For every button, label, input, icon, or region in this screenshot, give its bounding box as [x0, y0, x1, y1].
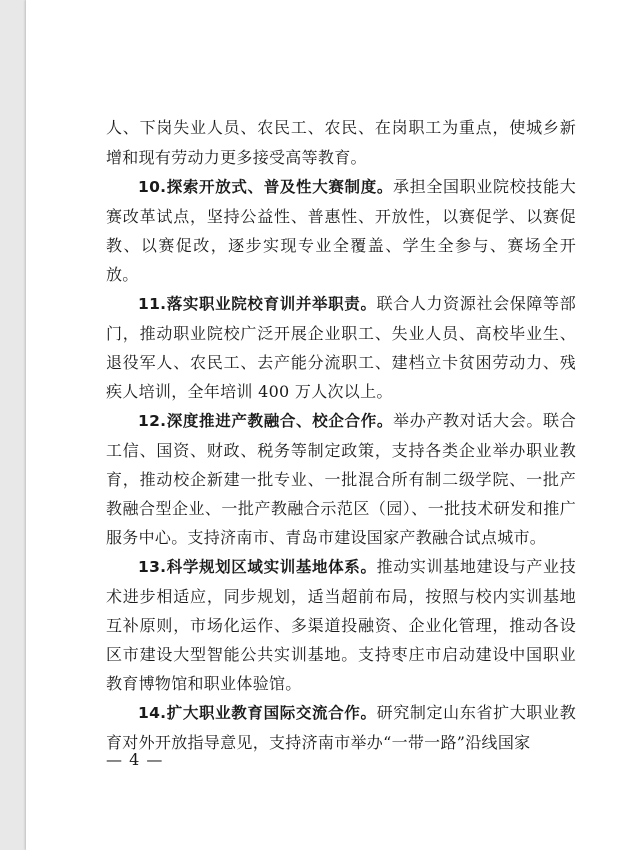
- document-page: [26, 0, 630, 850]
- paragraph-heading: 11.落实职业院校育训并举职责。: [138, 295, 377, 313]
- paragraph-item-12: [106, 406, 576, 552]
- page-number: — 4 —: [106, 750, 164, 769]
- paragraph-continuation: [106, 113, 576, 172]
- paragraph-text: 推动实训基地建设与产业技术进步相适应，同步规划，适当超前布局，按照与校内实训基地互补原则，市场化运作、多渠道投融资、企业化管理，推动各设区市建设大型智能公共实训基地。支持枣庄市启动建设中国职业教育博物馆和职业体验馆。: [106, 557, 576, 693]
- paragraph-heading: 12.深度推进产教融合、校企合作。: [138, 412, 394, 430]
- paragraph-text: 举办产教对话大会。联合工信、国资、财政、税务等制定政策，支持各类企业举办职业教育，推动校企新建一批专业、一批混合所有制二级学院、一批产教融合型企业、一批产教融合示范区（园）、一批技术研发和推广服务中心。支持济南市、青岛市建设国家产教融合试点城市。: [106, 411, 576, 547]
- paragraph-text: 研究制定山东省扩大职业教育对外开放指导意见，支持济南市举办“一带一路”沿线国家: [106, 703, 576, 752]
- paragraph-heading: 14.扩大职业教育国际交流合作。: [138, 704, 377, 722]
- paragraph-heading: 13.科学规划区域实训基地体系。: [138, 558, 377, 576]
- paragraph-text: 承担全国职业院校技能大赛改革试点，坚持公益性、普惠性、开放性，以赛促学、以赛促教、以赛促改，逐步实现专业全覆盖、学生全参与、赛场全开放。: [106, 177, 576, 284]
- paragraph-item-14: [106, 698, 576, 757]
- paragraph-text: 联合人力资源社会保障等部门，推动职业院校广泛开展企业职工、失业人员、高校毕业生、退役军人、农民工、去产能分流职工、建档立卡贫困劳动力、残疾人培训，全年培训 400 万人次以上。: [106, 294, 576, 401]
- paragraph-heading: 10.探索开放式、普及性大赛制度。: [138, 178, 394, 196]
- paragraph-text: 人、下岗失业人员、农民工、农民、在岗职工为重点，使城乡新增和现有劳动力更多接受高等教育。: [106, 118, 576, 167]
- paragraph-item-11: [106, 289, 576, 406]
- document-body: [106, 113, 576, 757]
- paragraph-item-10: [106, 172, 576, 289]
- paragraph-item-13: [106, 552, 576, 698]
